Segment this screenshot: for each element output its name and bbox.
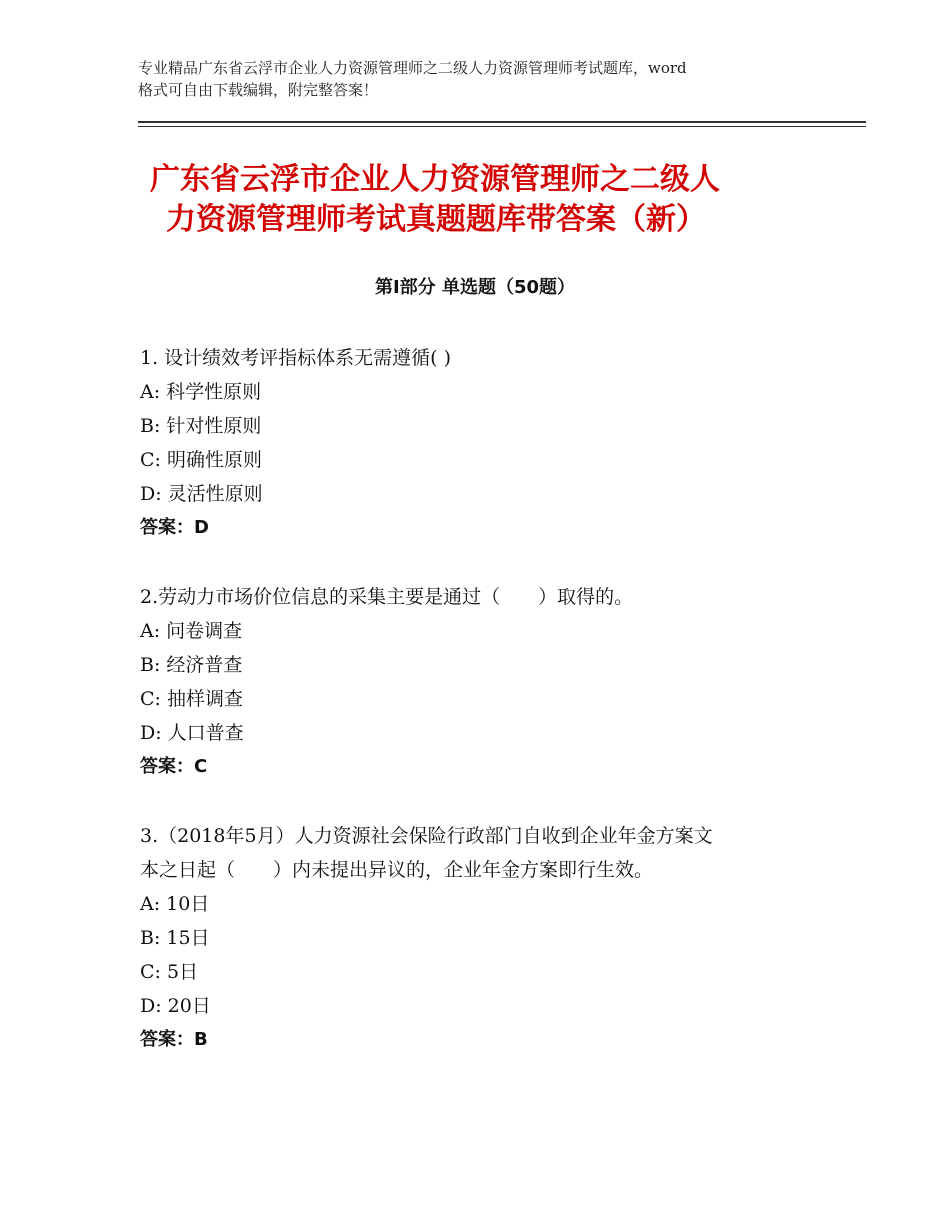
option-b: B: 经济普查 — [140, 654, 243, 676]
header-note-line-2: 格式可自由下载编辑，附完整答案！ — [138, 81, 379, 99]
option-c: C: 5日 — [140, 961, 199, 983]
question-block — [140, 341, 820, 545]
option-c: C: 抽样调查 — [140, 688, 243, 710]
option-d: D: 人口普查 — [140, 722, 244, 744]
document-title — [150, 160, 830, 240]
header-note — [138, 57, 828, 101]
document-title-line-2: 力资源管理师考试真题题库带答案（新） — [166, 202, 706, 237]
section-title: 第Ⅰ部分 单选题（50题） — [374, 277, 575, 298]
question-text: 1. 设计绩效考评指标体系无需遵循( ) — [140, 347, 452, 369]
option-b: B: 针对性原则 — [140, 415, 262, 437]
answer-line: 答案：B — [140, 1029, 208, 1050]
answer-line: 答案：D — [140, 517, 209, 538]
option-d: D: 灵活性原则 — [140, 483, 263, 505]
document-title-line-1: 广东省云浮市企业人力资源管理师之二级人 — [150, 162, 720, 197]
question-text-continued: 本之日起（ ）内未提出异议的，企业年金方案即行生效。 — [140, 859, 654, 881]
option-d: D: 20日 — [140, 995, 211, 1017]
header-divider-thick — [138, 121, 866, 123]
question-text: 2.劳动力市场价位信息的采集主要是通过（ ）取得的。 — [140, 586, 634, 608]
option-a: A: 10日 — [140, 893, 210, 915]
header-note-line-1: 专业精品广东省云浮市企业人力资源管理师之二级人力资源管理师考试题库，word — [138, 59, 687, 77]
answer-line: 答案：C — [140, 756, 208, 777]
option-b: B: 15日 — [140, 927, 210, 949]
option-a: A: 科学性原则 — [140, 381, 262, 403]
question-block — [140, 819, 820, 1057]
question-text: 3.（2018年5月）人力资源社会保险行政部门自收到企业年金方案文 — [140, 825, 713, 847]
option-a: A: 问卷调查 — [140, 620, 243, 642]
option-c: C: 明确性原则 — [140, 449, 262, 471]
question-block — [140, 580, 820, 784]
header-divider-thin — [138, 126, 866, 127]
